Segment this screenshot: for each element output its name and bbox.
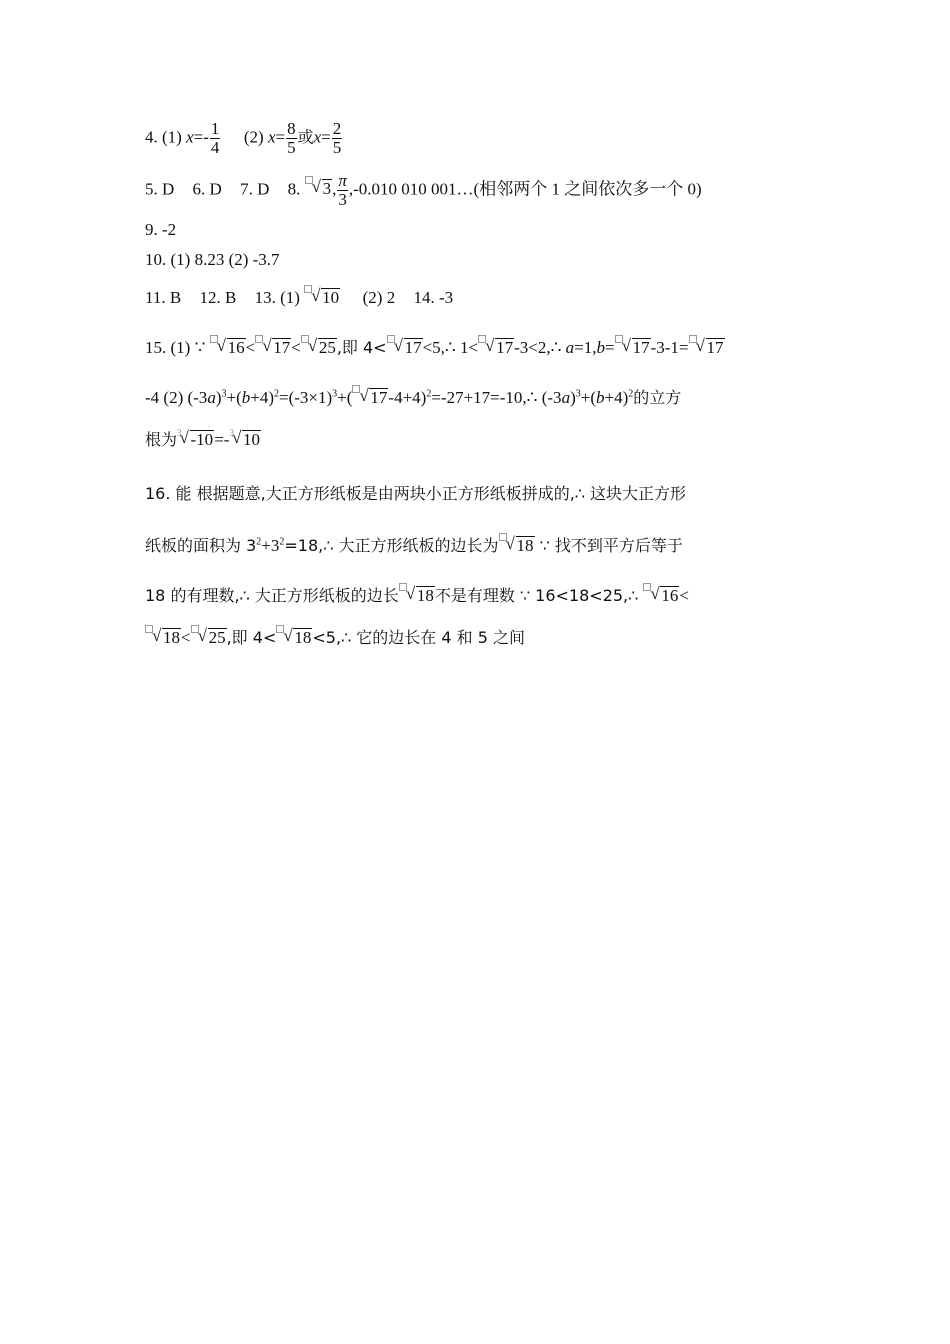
- q8-radicand: 3: [322, 179, 332, 199]
- q16-text: <: [181, 628, 191, 647]
- exp-2: 2: [426, 388, 432, 400]
- q4-fraction-2: [286, 120, 297, 157]
- q16-text: ∵ 找不到平方后等于: [534, 536, 683, 555]
- q8-pi-den: 3: [338, 189, 347, 209]
- answer-q15-line3: [145, 430, 261, 448]
- q16-sqrt-25: [198, 628, 227, 646]
- q15-cbrt-10: [232, 430, 261, 448]
- q15-sqrt-16: [217, 338, 246, 356]
- answer-q15-line1: 15. (1) ∵ √ 16<√ 17<√ 25,即 4<√ 17<5,∴ 1<√ 17-3<2,∴ a=1,b=√ 17-3-1=√ 17: [145, 338, 725, 356]
- q15-text: -3-1=: [650, 338, 689, 357]
- q15-sqrt-25: [308, 338, 337, 356]
- radicand-17: 17: [496, 338, 514, 357]
- q15-sqrt-17b: [394, 338, 423, 356]
- q13-radical: [311, 288, 340, 306]
- q8-pi: π: [338, 171, 347, 190]
- q11-answer: 11. B: [145, 288, 182, 307]
- radicand-18: 18: [416, 586, 434, 605]
- q8-rest: ,-0.010 010 001…(相邻两个 1 之间依次多一个 0): [348, 179, 702, 199]
- q4-eq: =-: [193, 127, 209, 147]
- radicand-17: 17: [632, 338, 650, 357]
- q16-text: 纸板的面积为 3: [145, 536, 257, 555]
- q15-text: -3<2,∴: [514, 338, 566, 357]
- q15-text: +4): [250, 388, 274, 407]
- answer-q5-8: 5. D 6. D 7. D 8. √ 3, $\frac{\pi}{3}$ ,-0.010 010 001…(相邻两个 1 之间依次多一个 0): [145, 172, 702, 209]
- answer-q15-line2: [145, 388, 681, 406]
- q15-text: ): [215, 388, 222, 407]
- q8-radical: [312, 179, 333, 197]
- q15-text: 的立方: [633, 388, 682, 407]
- radicand-16: 16: [661, 586, 679, 605]
- q4-frac3-num: 2: [332, 119, 342, 138]
- q16-sqrt-18d: [283, 628, 312, 646]
- q15-text: +4): [604, 388, 629, 407]
- q13-label: 13. (1): [254, 288, 300, 307]
- q15-text: +(: [337, 388, 353, 407]
- q16-sqrt-18: [506, 536, 535, 554]
- q16-text: 不是有理数 ∵ 16<18<25,∴: [434, 586, 644, 605]
- cube-root-index: 3: [177, 428, 182, 438]
- q15-text: 根为: [145, 430, 178, 449]
- q4-or: 或: [297, 127, 314, 147]
- q15-text: =: [605, 338, 615, 357]
- exp-3: 3: [575, 388, 581, 400]
- var-b: b: [595, 388, 605, 407]
- exp-2: 2: [273, 388, 279, 400]
- q14-answer: 14. -3: [413, 288, 454, 307]
- q15-text: +(: [226, 388, 242, 407]
- exp-2: 2: [279, 536, 285, 548]
- radicand-neg10: -10: [190, 430, 214, 449]
- q15-text: =-27+17=-10,∴ (-3: [431, 388, 562, 407]
- exp-2: 2: [256, 536, 262, 548]
- exp-3: 3: [332, 388, 338, 400]
- q4-var-x: x: [186, 127, 194, 147]
- q13-part2: (2) 2: [362, 288, 396, 307]
- q16-sqrt-18c: [152, 628, 181, 646]
- radicand-25: 25: [318, 338, 336, 357]
- var-a: a: [565, 338, 575, 357]
- radicand-18: 18: [163, 628, 180, 647]
- q15-sqrt-17e: [696, 338, 725, 356]
- radicand-25: 25: [208, 628, 226, 647]
- q15-cbrt-neg10: [180, 430, 215, 448]
- q15-text: ,即 4<: [336, 338, 387, 357]
- q16-text: +3: [261, 536, 280, 555]
- answer-q11-14: [145, 288, 453, 306]
- var-b: b: [596, 338, 606, 357]
- q4-var-x3: x: [313, 127, 322, 147]
- answer-q16-line1: 16. 能 根据题意,大正方形纸板是由两块小正方形纸板拼成的,∴ 这块大正方形: [145, 484, 687, 503]
- q15-text: =-: [214, 430, 230, 449]
- q7-answer: 7. D: [240, 179, 270, 199]
- q4-var-x2: x: [267, 127, 276, 147]
- q15-text: -4+4): [388, 388, 427, 407]
- q16-sqrt-18b: [406, 586, 435, 604]
- q15-text: ): [570, 388, 576, 407]
- exp-2: 2: [628, 388, 634, 400]
- radicand-17: 17: [273, 338, 291, 357]
- answer-q16-line3: [145, 586, 689, 604]
- radicand-17: 17: [404, 338, 422, 357]
- answer-q16-line4: [145, 628, 525, 646]
- q15-text: <5,∴ 1<: [422, 338, 479, 357]
- q4-frac2-den: 5: [287, 137, 296, 157]
- q15-sqrt-17f: [359, 388, 388, 406]
- q15-label: 15. (1) ∵: [145, 338, 206, 357]
- q15-text: +(: [580, 388, 596, 407]
- q4-frac2-num: 8: [287, 119, 296, 138]
- q13-radicand: 10: [322, 288, 340, 307]
- q15-sqrt-17c: [485, 338, 514, 356]
- q6-answer: 6. D: [192, 179, 222, 199]
- q15-text: =(-3×1): [278, 388, 333, 407]
- radicand-17: 17: [706, 338, 724, 357]
- cube-root-index: 3: [229, 428, 234, 438]
- var-b: b: [241, 388, 251, 407]
- q16-text: <: [679, 586, 690, 605]
- answer-q9: 9. -2: [145, 220, 177, 239]
- q8-number: 8.: [287, 179, 301, 199]
- var-a: a: [561, 388, 571, 407]
- q4-eq2: =: [275, 127, 286, 147]
- radicand-16: 16: [227, 338, 245, 357]
- q4-eq3: =: [321, 127, 331, 147]
- q16-sqrt-16: [650, 586, 679, 604]
- q4-frac3-den: 5: [332, 137, 342, 157]
- q4-frac1-den: 4: [210, 137, 220, 157]
- exp-3: 3: [221, 388, 227, 400]
- q15-text: -4 (2) (-3: [145, 388, 208, 407]
- answer-q16-line2: [145, 536, 683, 554]
- var-a: a: [207, 388, 216, 407]
- q16-text: <5,∴ 它的边长在 4 和 5 之间: [312, 628, 526, 647]
- q4-part2-label: (2): [243, 127, 264, 147]
- q12-answer: 12. B: [199, 288, 237, 307]
- radicand-18: 18: [516, 536, 534, 555]
- q15-sqrt-17d: [622, 338, 651, 356]
- q16-text: ,即 4<: [226, 628, 277, 647]
- q15-text: =1,: [574, 338, 597, 357]
- radicand-18: 18: [294, 628, 312, 647]
- q4-fraction-1: [210, 120, 221, 157]
- answer-q10: 10. (1) 8.23 (2) -3.7: [145, 250, 280, 269]
- radicand-17: 17: [370, 388, 388, 407]
- q8-pi-fraction: [337, 172, 348, 209]
- radicand-10: 10: [242, 430, 260, 449]
- q4-part1-label: (1): [162, 127, 182, 147]
- q4-frac1-num: 1: [210, 119, 220, 138]
- q16-text: =18,∴ 大正方形纸板的边长为: [284, 536, 499, 555]
- q4-fraction-3: [332, 120, 343, 157]
- q4-number: 4.: [145, 127, 158, 147]
- answer-q4: [145, 120, 343, 157]
- q16-text: 18 的有理数,∴ 大正方形纸板的边长: [145, 586, 399, 605]
- q15-sqrt-17: [262, 338, 291, 356]
- q5-answer: 5. D: [145, 179, 175, 199]
